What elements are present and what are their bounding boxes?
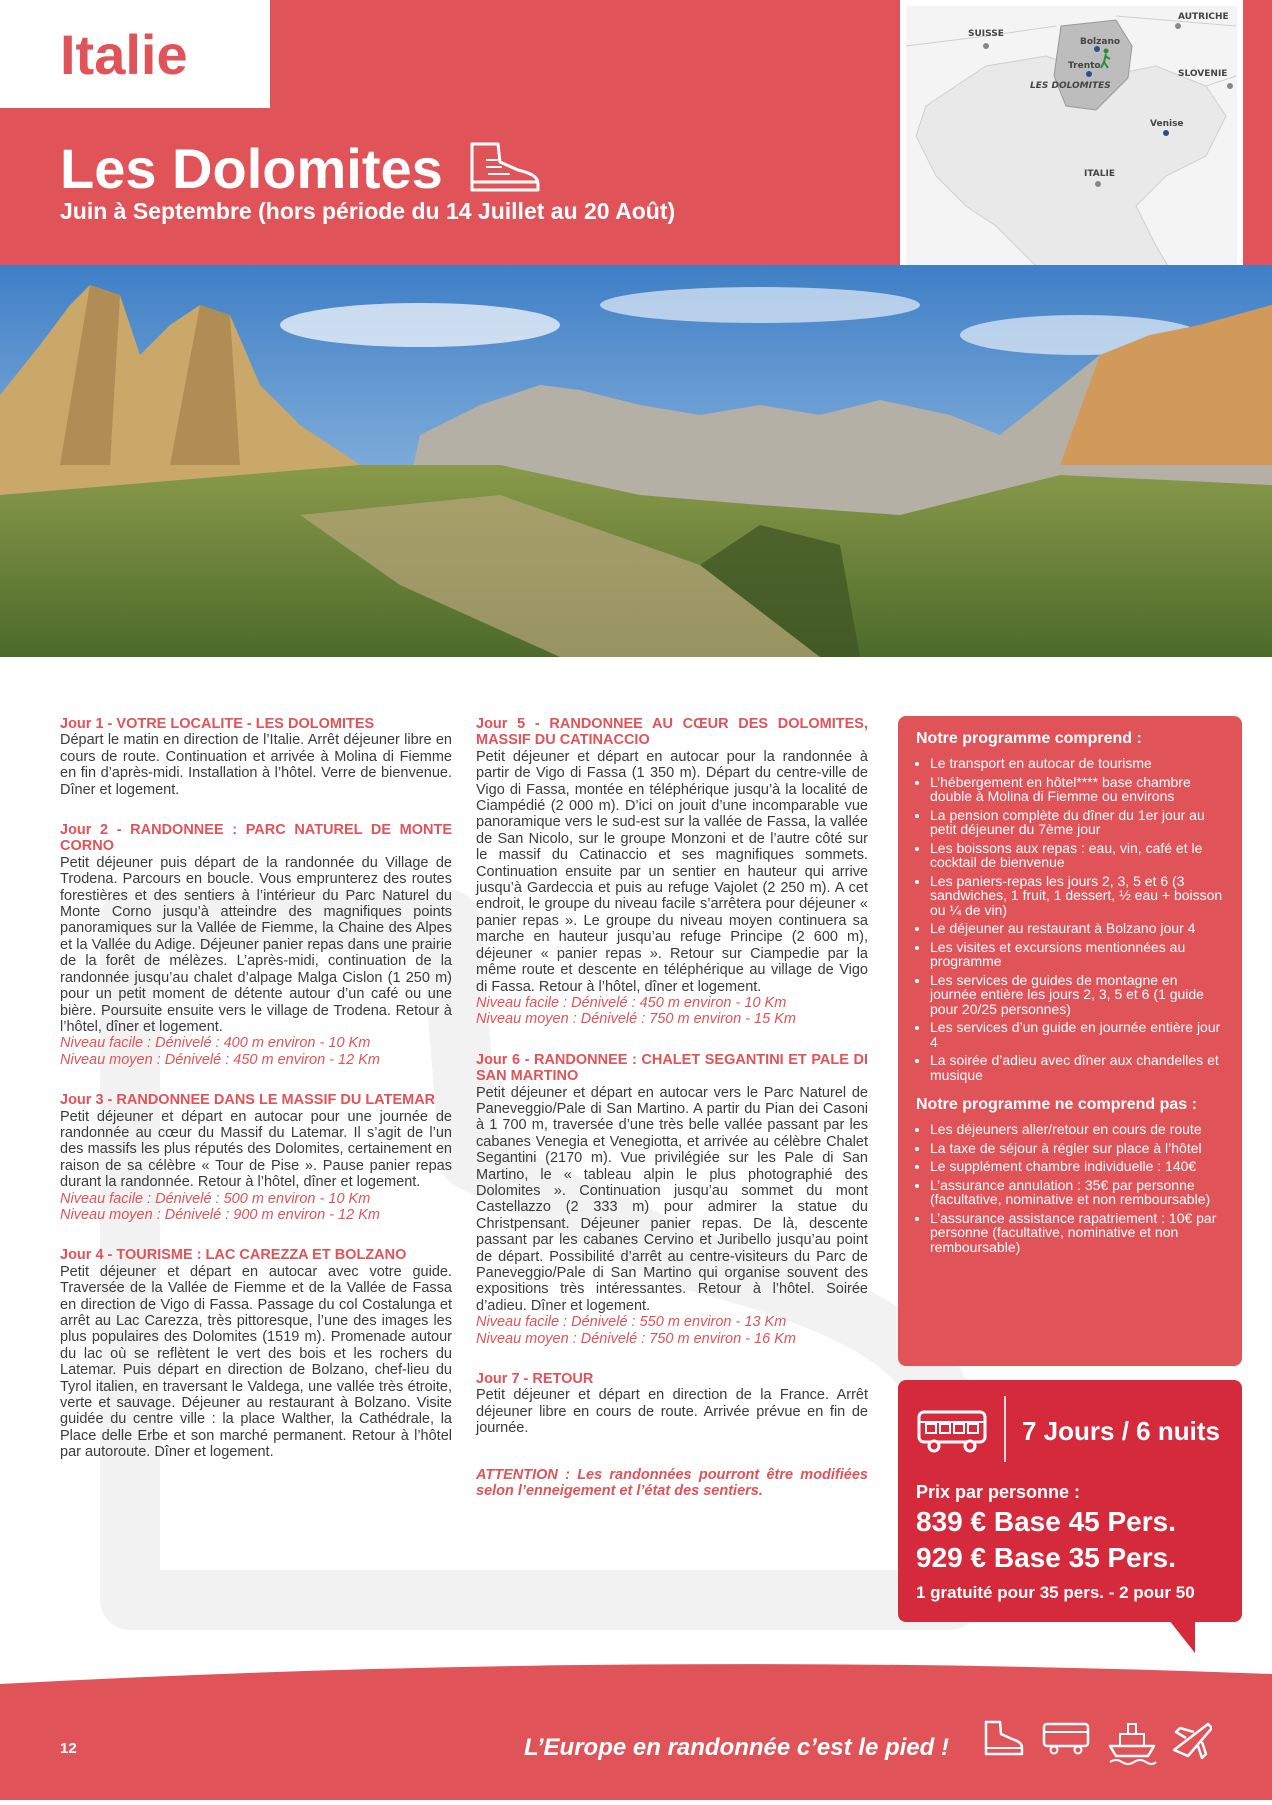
includes-item: • La pension complète du dîner du 1er jour au petit déjeuner du 7ème jour bbox=[930, 808, 1224, 837]
price-box bbox=[898, 1380, 1242, 1622]
day-2-level-medium: Niveau moyen : Dénivelé : 450 m environ - 12 Km bbox=[60, 1051, 380, 1068]
day-6-level-medium: Niveau moyen : Dénivelé : 750 m environ - 16 Km bbox=[476, 1330, 796, 1347]
day-3-body: Petit déjeuner et départ en autocar pour une journée de randonnée au cœur du Massif du Latemar. Il s’agit de l’un des massifs les plus réputés des Dolomites, certainement en raison de sa célèbre « Tour de Pise ». Pause panier repas durant la randonnée. Retour à l’hôtel, dîner et logement. bbox=[60, 1108, 452, 1191]
excludes-item: • L’assurance annulation : 35€ par personne (facultative, nominative et non remboursable) bbox=[930, 1178, 1224, 1207]
day-5-title: Jour 5 - RANDONNEE AU CŒUR DES DOLOMITES, MASSIF DU CATINACCIO bbox=[476, 716, 868, 749]
price-base-35: 929 € Base 35 Pers. bbox=[916, 1542, 1176, 1573]
day-1 bbox=[60, 716, 452, 798]
price-base-45: 839 € Base 45 Pers. bbox=[916, 1506, 1176, 1537]
day-7 bbox=[476, 1371, 868, 1437]
day-3-level-easy: Niveau facile : Dénivelé : 500 m environ - 10 Km bbox=[60, 1190, 371, 1207]
map-label-venise: Venise bbox=[1150, 119, 1184, 129]
boot-icon bbox=[466, 140, 544, 201]
attention-note: ATTENTION : Les randonnées pourront être modifiées selon l’enneigement et l’état des sentiers. bbox=[476, 1466, 868, 1500]
price-box-tail bbox=[1165, 1615, 1195, 1653]
price-divider bbox=[1004, 1396, 1006, 1462]
map-label-italie: ITALIE bbox=[1084, 169, 1115, 179]
map-label-suisse: SUISSE bbox=[968, 29, 1004, 39]
day-4-body: Petit déjeuner et départ en autocar avec votre guide. Traversée de la Vallée de Fiemme et de la Vallée de Fassa en direction de Vigo di Fassa. Passage du col Costalunga et arrêt au Lac Carezza, très pittoresque, l’une des images les plus populaires des Dolomites (1519 m). Promenade autour du lac où se reflètent le vert des bois et les rochers du Latemar. Puis départ en direction de Bolzano, chef-lieu du Tyrol italien, en traversant le Valdega, une vallée très étroite, verte et sauvage. Déjeuner au restaurant à Bolzano. Visite guidée du centre ville : la place Walther, la Cathédrale, la Place delle Erbe et son marché permanent. Retour à l’hôtel par autoroute. Dîner et logement. bbox=[60, 1263, 452, 1461]
includes-item: • Les visites et excursions mentionnées au programme bbox=[930, 940, 1224, 969]
gratuity-note: 1 gratuité pour 35 pers. - 2 pour 50 bbox=[916, 1583, 1195, 1602]
page-subtitle: Juin à Septembre (hors période du 14 Juillet au 20 Août) bbox=[60, 198, 676, 224]
day-7-title: Jour 7 - RETOUR bbox=[476, 1371, 594, 1388]
includes-item: • Les paniers-repas les jours 2, 3, 5 et 6 (3 sandwiches, 1 fruit, 1 dessert, ½ eau + boisson ou ¼ de vin) bbox=[930, 874, 1224, 918]
day-1-body: Départ le matin en direction de l’Italie. Arrêt déjeuner libre en cours de route. Continuation et arrivée à Molina di Fiemme en fin d’après-midi. Installation à l’hôtel. Verre de bienvenue. Dîner et logement. bbox=[60, 732, 452, 798]
day-6-title: Jour 6 - RANDONNEE : CHALET SEGANTINI ET PALE DI SAN MARTINO bbox=[476, 1051, 868, 1085]
day-6-body: Petit déjeuner et départ en autocar vers le Parc Naturel de Paneveggio/Pale di San Martino. A partir du Pian dei Casoni à 1 700 m, traversée d’une très belle vallée passant par les cabanes Venegia et Venegiotta, et arrivée au célèbre Chalet Segantini (2170 m). Vue privilégiée sur les Pale di San Martino, le « tableau alpin le plus photographié des Dolomites ». Continuation jusqu’au sommet du mont Castellazzo (2 333 m) pour admirer la statue du Christpensant. Déjeuner panier repas. De là, descente passant par les cabanes Cervino et Juribello jusqu’au point de départ. Possibilité d’arrêt au centre-visiteurs du Parc de Paneveggio/Pale di San Martino qui organise souvent des expositions très intéressantes. Retour à l’hôtel. Soirée d’adieu. Dîner et logement. bbox=[476, 1084, 868, 1314]
bus-icon bbox=[916, 1406, 992, 1459]
map-label-bolzano: Bolzano bbox=[1080, 37, 1121, 47]
day-2-body: Petit déjeuner puis départ de la randonnée du Village de Trodena. Parcours en boucle. Vous emprunterez des routes forestières et des sentiers à l’intérieur du Parc Naturel du Monte Corno jusqu’à atteindre des magnifiques points panoramiques sur la Vallée de Fiemme, la Chaine des Alpes et la Vallée du Adige. Déjeuner panier repas dans une prairie de la forêt de mélèzes. L’après-midi, continuation de la randonnée jusqu’au chalet d’alpage Malga Cislon (1 250 m) pour un petit moment de détente autour d’un café ou une bière. Poursuite ensuite vers le village de Trodena. Retour à l’hôtel, dîner et logement. bbox=[60, 854, 452, 1035]
excludes-item: • Le supplément chambre individuelle : 140€ bbox=[930, 1159, 1224, 1174]
day-7-body: Petit déjeuner et départ en direction de la France. Arrêt déjeuner libre en cours de route. Arrivée prévue en fin de journée. bbox=[476, 1387, 868, 1437]
dolomites-photo bbox=[0, 265, 1272, 657]
program-box bbox=[898, 716, 1242, 1366]
location-map bbox=[900, 0, 1243, 302]
includes-item: • Les services d’un guide en journée entière jour 4 bbox=[930, 1020, 1224, 1049]
trip-duration: 7 Jours / 6 nuits bbox=[1022, 1416, 1220, 1446]
itinerary-column-1 bbox=[60, 716, 452, 1485]
day-5 bbox=[476, 716, 868, 1028]
day-2-level-easy: Niveau facile : Dénivelé : 400 m environ - 10 Km bbox=[60, 1035, 371, 1052]
includes-title: Notre programme comprend : bbox=[916, 730, 1142, 747]
page-title: Les Dolomites bbox=[60, 137, 443, 200]
plane-icon bbox=[1174, 1724, 1212, 1758]
includes-item: • Le transport en autocar de tourisme bbox=[930, 756, 1224, 771]
bus-icon bbox=[1044, 1724, 1088, 1754]
excludes-item: • Les déjeuners aller/retour en cours de route bbox=[930, 1122, 1224, 1137]
day-4 bbox=[60, 1247, 452, 1460]
day-1-title: Jour 1 - VOTRE LOCALITE - LES DOLOMITES bbox=[60, 716, 375, 732]
excludes-item: • L’assurance assistance rapatriement : 10€ par personne (facultative, nominative et non remboursable) bbox=[930, 1211, 1224, 1255]
day-6 bbox=[476, 1052, 868, 1347]
excludes-item: • La taxe de séjour à régler sur place à l’hôtel bbox=[930, 1141, 1224, 1156]
day-3-title: Jour 3 - RANDONNEE DANS LE MASSIF DU LATEMAR bbox=[60, 1092, 436, 1109]
day-2 bbox=[60, 822, 452, 1068]
includes-item: • Les services de guides de montagne en journée entière les jours 2, 3, 5 et 6 (1 guide pour 20/25 personnes) bbox=[930, 973, 1224, 1017]
day-5-level-medium: Niveau moyen : Dénivelé : 750 m environ - 15 Km bbox=[476, 1011, 796, 1028]
day-3 bbox=[60, 1092, 452, 1223]
footer-icons bbox=[982, 1716, 1212, 1771]
includes-item: • La soirée d’adieu avec dîner aux chandelles et musique bbox=[930, 1053, 1224, 1082]
includes-item: • Le déjeuner au restaurant à Bolzano jour 4 bbox=[930, 921, 1224, 936]
map-label-dolomites: LES DOLOMITES bbox=[1030, 81, 1111, 91]
map-label-slovenie: SLOVENIE bbox=[1178, 69, 1228, 79]
day-5-level-easy: Niveau facile : Dénivelé : 450 m environ - 10 Km bbox=[476, 994, 787, 1011]
price-label: Prix par personne : bbox=[916, 1482, 1081, 1502]
includes-item: • L’hébergement en hôtel**** base chambre double à Molina di Fiemme ou environs bbox=[930, 775, 1224, 804]
day-3-level-medium: Niveau moyen : Dénivelé : 900 m environ - 12 Km bbox=[60, 1206, 380, 1223]
includes-list bbox=[916, 756, 1224, 1082]
itinerary-column-2 bbox=[476, 716, 868, 1499]
includes-item: • Les boissons aux repas : eau, vin, café et le cocktail de bienvenue bbox=[930, 841, 1224, 870]
map-label-trento: Trento bbox=[1068, 61, 1101, 71]
country-title: Italie bbox=[60, 23, 188, 86]
map-label-autriche: AUTRICHE bbox=[1178, 12, 1229, 22]
day-5-body: Petit déjeuner et départ en autocar pour la randonnée à partir de Vigo di Fassa (1 350 m). Départ du centre-ville de Vigo di Fassa, montée en téléphérique jusqu’à la localité de Ciampédié (2 000 m). D’ici on jouit d’une incomparable vue panoramique vers le sud-est sur la vallée de Fassa, la vallée de San Nicolo, sur le groupe Monzoni et de l’autre côté sur le massif du Catinaccio et ses magnifiques sommets. Continuation ensuite par un sentier en hauteur qui arrive jusqu’à Gardeccia et puis au refuge Vajolet (2 250 m). A cet endroit, le groupe du niveau facile s’arrêtera pour déjeuner « panier repas ». Le groupe du niveau moyen continuera sa marche en hauteur jusqu’au refuge Principe (2 600 m), déjeuner « panier repas ». Retour sur Ciampedie par la même route et descente en téléphérique au village de Vigo di Fassa. Retour à l’hôtel, dîner et logement. bbox=[476, 748, 868, 995]
day-4-title: Jour 4 - TOURISME : LAC CAREZZA ET BOLZANO bbox=[60, 1247, 407, 1264]
boat-icon bbox=[1110, 1724, 1156, 1764]
excludes-list bbox=[916, 1122, 1224, 1254]
footer-slogan: L’Europe en randonnée c’est le pied ! bbox=[524, 1734, 949, 1761]
day-2-title: Jour 2 - RANDONNEE : PARC NATUREL DE MONTE CORNO bbox=[60, 822, 452, 855]
day-6-level-easy: Niveau facile : Dénivelé : 550 m environ - 13 Km bbox=[476, 1314, 787, 1331]
excludes-title: Notre programme ne comprend pas : bbox=[916, 1096, 1197, 1113]
page-number: 12 bbox=[60, 1740, 77, 1757]
boot-icon bbox=[986, 1722, 1022, 1754]
